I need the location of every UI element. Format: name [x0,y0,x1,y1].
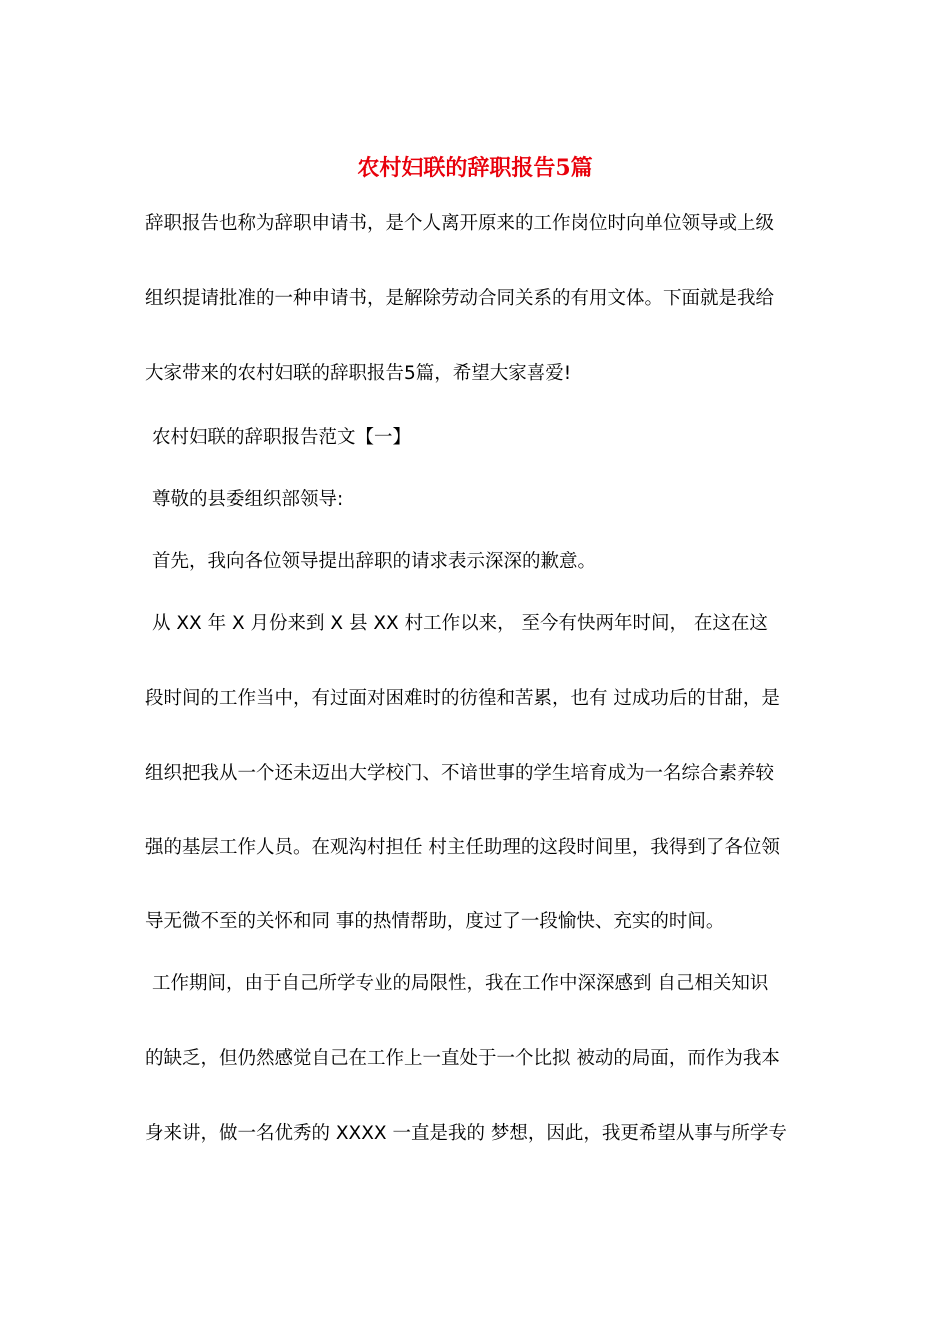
salutation: 尊敬的县委组织部领导: [152,489,344,510]
paragraph-line: 的缺乏，但仍然感觉自己在工作上一直处于一个比拟 被动的局面，而作为我本 [145,1048,780,1069]
paragraph-line: 首先，我向各位领导提出辞职的请求表示深深的歉意。 [152,551,597,572]
paragraph-line: 组织把我从一个还未迈出大学校门、不谙世事的学生培育成为一名综合素养较 [145,763,775,784]
document-title: 农村妇联的辞职报告5篇 [357,155,593,181]
paragraph-line: 大家带来的农村妇联的辞职报告5篇，希望大家喜爱! [145,363,572,384]
paragraph-line: 强的基层工作人员。在观沟村担任 村主任助理的这段时间里，我得到了各位领 [145,837,780,858]
paragraph-line: 从 XX 年 X 月份来到 X 县 XX 村工作以来， 至今有快两年时间， 在这在这 [152,613,768,634]
section-heading: 农村妇联的辞职报告范文【一】 [152,427,412,448]
paragraph-line: 段时间的工作当中，有过面对困难时的彷徨和苦累，也有 过成功后的甘甜，是 [145,688,780,709]
paragraph-line: 身来讲，做一名优秀的 XXXX 一直是我的 梦想，因此，我更希望从事与所学专 [145,1123,787,1144]
paragraph-line: 工作期间，由于自己所学专业的局限性，我在工作中深深感到 自己相关知识 [152,973,769,994]
paragraph-line: 导无微不至的关怀和同 事的热情帮助，度过了一段愉快、充实的时间。 [145,911,725,932]
paragraph-line: 组织提请批准的一种申请书，是解除劳动合同关系的有用文体。下面就是我给 [145,288,775,309]
paragraph-line: 辞职报告也称为辞职申请书，是个人离开原来的工作岗位时向单位领导或上级 [145,213,775,234]
